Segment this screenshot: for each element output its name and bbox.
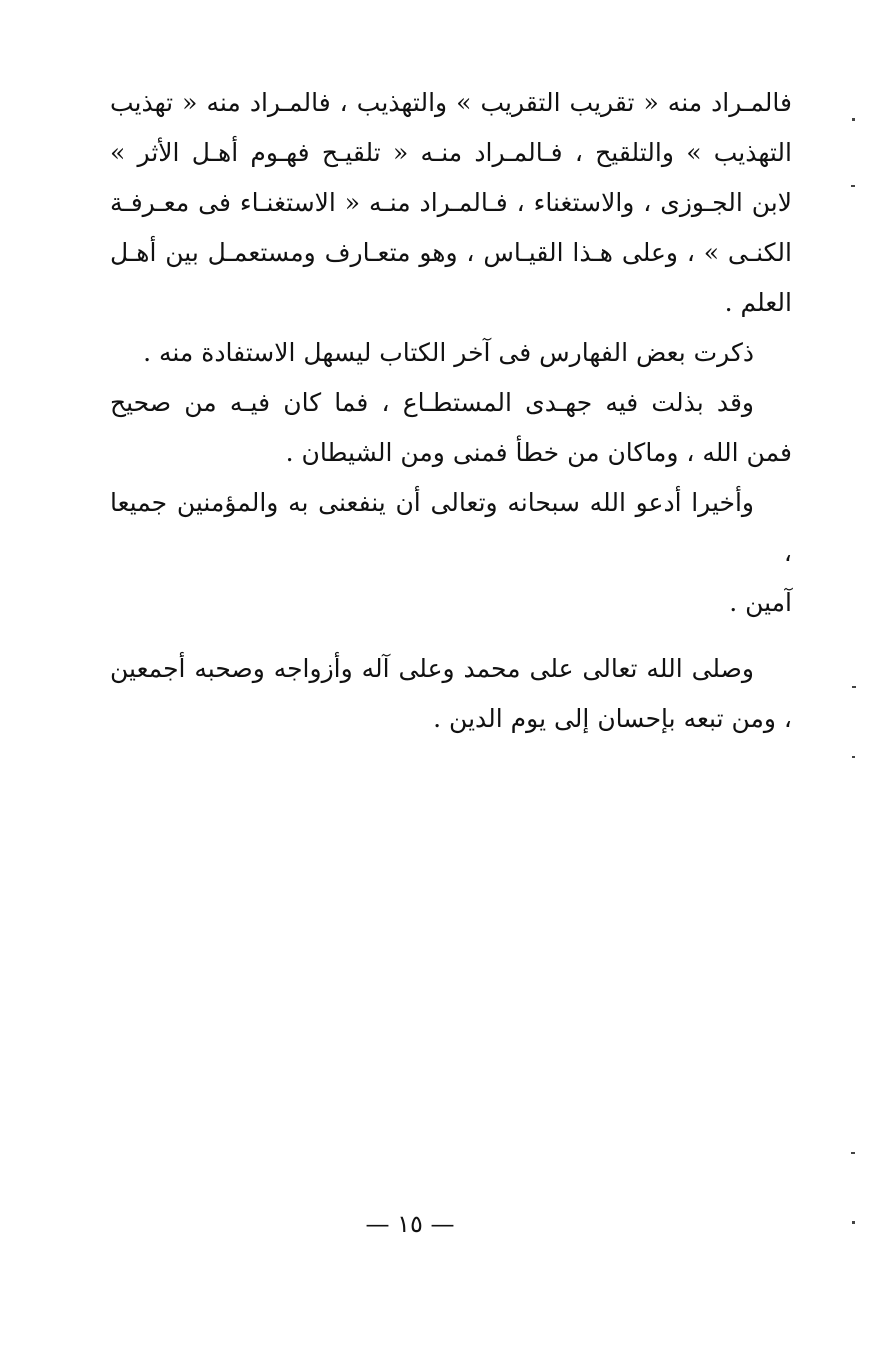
scan-speck — [851, 185, 855, 187]
paragraph-amen: آمين . — [729, 588, 792, 617]
scan-speck — [852, 756, 855, 758]
page-number: — ١٥ — — [365, 1210, 455, 1238]
paragraph-salutation: وصلى الله تعالى على محمد وعلى آله وأزواجه وصحبه أجمعين ، ومن تبعه بإحسان إلى يوم الدين . — [110, 654, 792, 733]
paragraph-indexes: ذكرت بعض الفهارس فى آخر الكتاب ليسهل الاستفادة منه . — [143, 338, 754, 367]
scan-speck — [852, 118, 855, 121]
paragraph-abbreviations: فالمـراد منه « تقريب التقريب » والتهذيب ، فالمـراد منه « تهذيب التهذيب » والتلقيح ، فـالمـراد منـه « تلقيـح فهـوم أهـل الأثر » لابن الجـوزى ، والاستغناء ، فـالمـراد منـه « الاستغنـاء فى معـرفـة الكنـى » ، وعلى هـذا القيـاس ، وهو متعـارف ومستعمـل بين أهـل العلم . — [110, 88, 792, 317]
paragraph-effort: وقد بذلت فيه جهـدى المستطـاع ، فما كان فيـه من صحيح فمن الله ، وماكان من خطأ فمنى ومن الشيطان . — [110, 388, 792, 467]
scan-speck — [852, 686, 856, 688]
paragraph-prayer: وأخيرا أدعو الله سبحانه وتعالى أن ينفعنى به والمؤمنين جميعا ، — [110, 488, 792, 567]
scan-speck — [851, 1152, 855, 1154]
scan-speck — [852, 1221, 855, 1224]
body-text — [110, 78, 792, 744]
